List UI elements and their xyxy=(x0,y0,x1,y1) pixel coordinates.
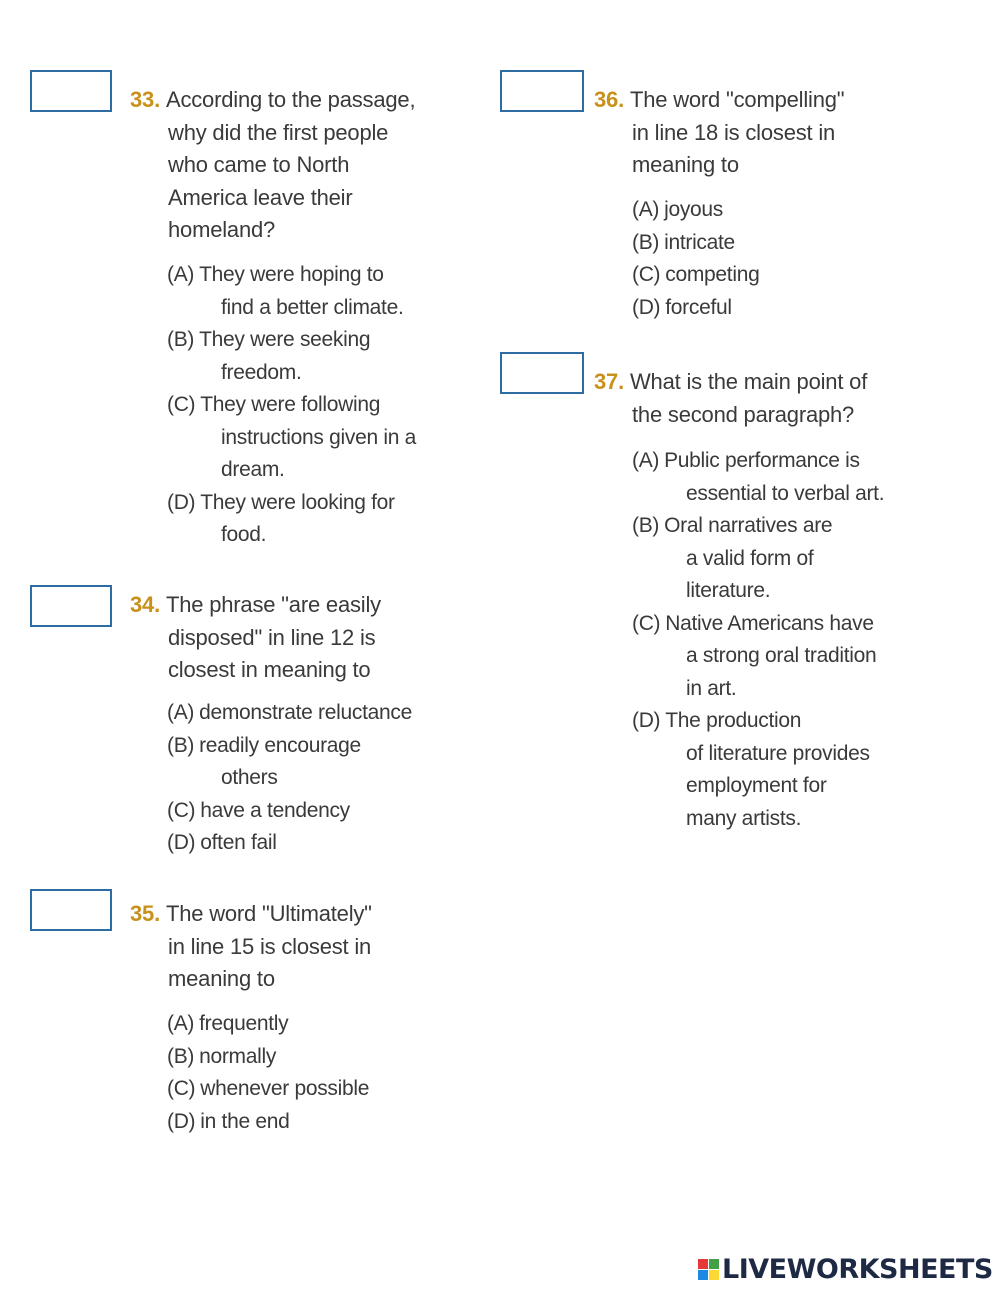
option-a: (A) frequently xyxy=(167,1012,289,1035)
question-number: 37. xyxy=(594,369,624,394)
question-stem: 37. What is the main point of the second paragraph? xyxy=(594,369,868,427)
option-b: (B) readily encourage xyxy=(167,733,361,757)
answer-input-35[interactable] xyxy=(30,889,112,931)
option-c: (C) have a tendency xyxy=(167,798,350,822)
options-list xyxy=(167,1008,369,1138)
logo-icon xyxy=(698,1259,719,1280)
answer-input-37[interactable] xyxy=(500,352,584,394)
liveworksheets-logo xyxy=(698,1254,993,1285)
option-c: (C) Native Americans have xyxy=(632,611,874,635)
option-b: (B) intricate xyxy=(632,230,735,254)
option-d: (D) The production xyxy=(632,709,802,732)
option-a: (A) They were hoping to xyxy=(167,263,384,286)
logo-text: LIVEWORKSHEETS xyxy=(722,1254,993,1285)
option-d: (D) in the end xyxy=(167,1109,290,1133)
answer-input-34[interactable] xyxy=(30,585,112,627)
answer-input-33[interactable] xyxy=(30,70,112,112)
question-stem: 33. According to the passage, why did the first people who came to North America leave their homeland? xyxy=(130,87,416,242)
options-list: (A) Public performance is essential to verbal art. (B) Oral narratives are a valid form of literature. (C) Native Americans have a strong oral tradition in art. (D) The production of literature provides employment for many artists. xyxy=(632,445,884,835)
options-list: (A) They were hoping to find a better climate. (B) They were seeking freedom. (C) They were following instructions given in a dream. (D) They were looking for food. xyxy=(167,259,416,552)
question-number: 34. xyxy=(130,592,160,617)
option-b: (B) They were seeking xyxy=(167,328,371,351)
option-a: (A) Public performance is xyxy=(632,449,860,472)
question-number: 35. xyxy=(130,901,160,926)
question-stem: 35. The word "Ultimately" in line 15 is closest in meaning to xyxy=(130,901,372,991)
answer-input-36[interactable] xyxy=(500,70,584,112)
question-stem: 36. The word "compelling" in line 18 is closest in meaning to xyxy=(594,87,845,177)
option-d: (D) forceful xyxy=(632,295,732,319)
option-d: (D) often fail xyxy=(167,831,277,854)
option-a: (A) demonstrate reluctance xyxy=(167,701,412,724)
question-stem: 34. The phrase "are easily disposed" in line 12 is closest in meaning to xyxy=(130,592,381,682)
option-b: (B) normally xyxy=(167,1044,277,1068)
question-number: 33. xyxy=(130,87,160,112)
option-c: (C) competing xyxy=(632,263,760,286)
option-c: (C) They were following xyxy=(167,393,381,416)
options-list xyxy=(632,194,759,324)
option-a: (A) joyous xyxy=(632,198,723,221)
option-c: (C) whenever possible xyxy=(167,1077,370,1100)
option-b: (B) Oral narratives are xyxy=(632,514,833,537)
options-list: (A) demonstrate reluctance (B) readily encourage others (C) have a tendency (D) often fail xyxy=(167,697,412,860)
question-number: 36. xyxy=(594,87,624,112)
option-d: (D) They were looking for xyxy=(167,490,395,514)
